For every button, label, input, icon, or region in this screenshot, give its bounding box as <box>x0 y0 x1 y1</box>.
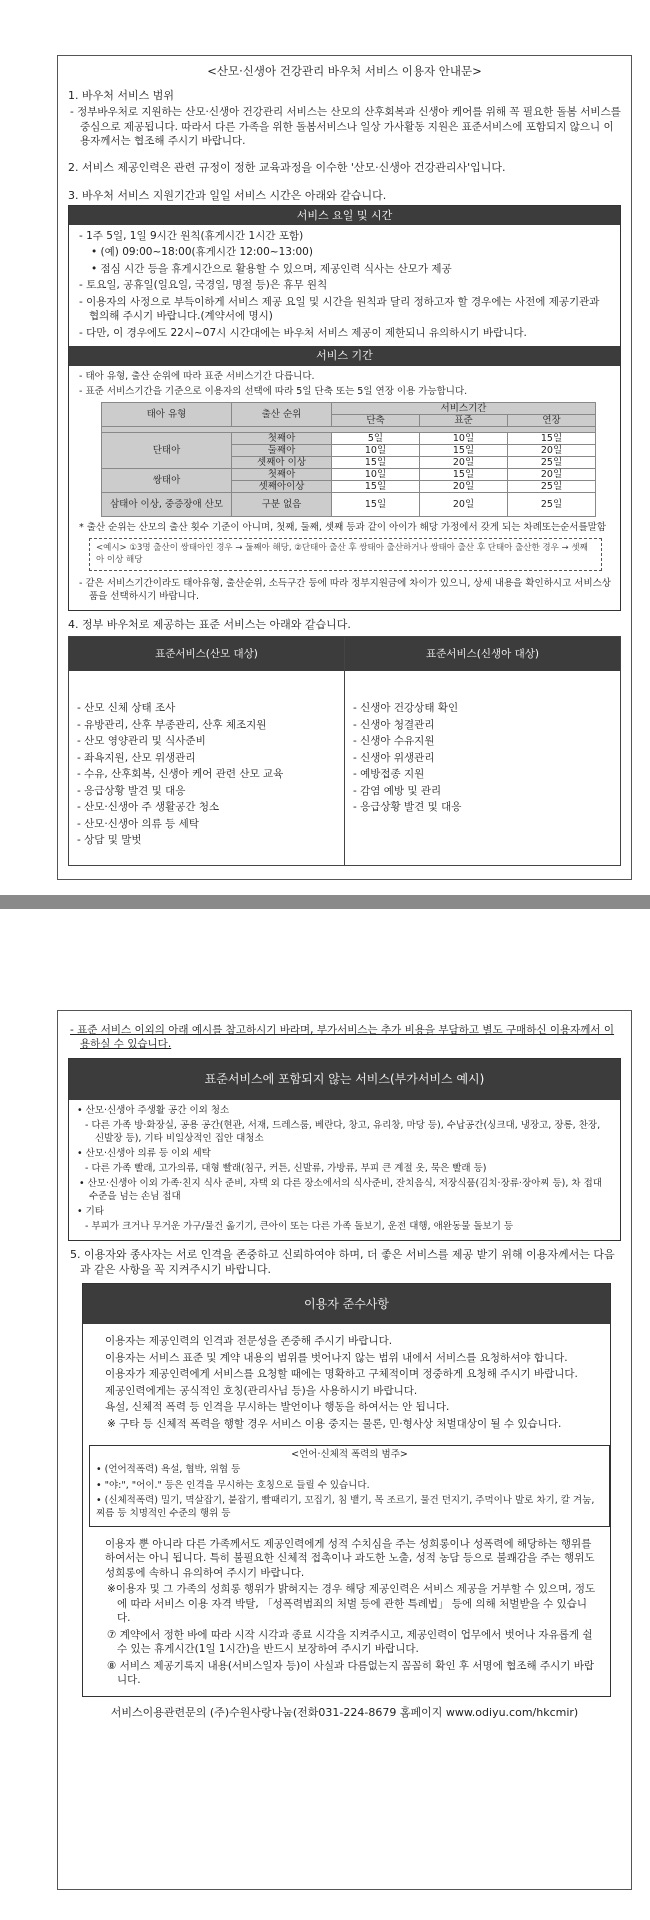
abuse-categories-box <box>89 1445 610 1527</box>
list-item: - 응급상황 발견 및 대응 <box>353 801 462 814</box>
extra-services-box <box>68 1058 621 1241</box>
table-cell: 15일 <box>508 432 596 444</box>
extra-item: • 산모·신생아 주생활 공간 이외 청소 <box>77 1104 230 1116</box>
rule-line: 제공인력에게는 공식적인 호칭(관리사님 등)을 사용하시기 바랍니다. <box>105 1384 418 1397</box>
list-item: - 신생아 위생관리 <box>353 751 435 764</box>
baby-services-heading: 표준서비스(신생아 대상) <box>345 637 620 671</box>
table-header: 출산 순위 <box>232 402 332 426</box>
abuse-item: • (언어적폭력) 욕설, 협박, 위협 등 <box>96 1464 241 1476</box>
example-box: <예시> ①3명 출산이 쌍태아인 경우 → 둘째아 해당, ②단태아 출산 후 쌍태아 출산하거나 쌍태아 출산 후 단태아 출산한 경우 → 셋째아 이상 해당 <box>89 538 602 571</box>
table-row <box>102 468 596 480</box>
table-cell: 25일 <box>508 480 596 492</box>
list-item: - 예방접종 지원 <box>353 768 425 781</box>
table-cell: 쌍태아 <box>102 468 232 492</box>
extra-service-intro: - 표준 서비스 이외의 아래 예시를 참고하시기 바라며, 부가서비스는 추가 비용을 부담하고 별도 구매하신 이용자께서 이용하실 수 있습니다. <box>70 1024 615 1051</box>
table-row <box>102 432 596 444</box>
table-cell: 구분 없음 <box>232 492 332 516</box>
schedule-box <box>68 205 621 611</box>
rule-line: ⑧ 서비스 제공기록지 내용(서비스일자 등)이 사실과 다름없는지 꼼꼼히 확인 후 서명에 협조해 주시기 바랍니다. <box>107 1659 594 1687</box>
list-item: - 응급상황 발견 및 대응 <box>77 784 186 797</box>
table-cell: 25일 <box>508 492 596 516</box>
list-item: - 감염 예방 및 관리 <box>353 784 442 797</box>
table-cell: 15일 <box>332 456 420 468</box>
table-header: 태아 유형 <box>102 402 232 426</box>
table-cell: 15일 <box>332 492 420 516</box>
table-cell: 10일 <box>332 444 420 456</box>
schedule-line: - 1주 5일, 1일 9시간 원칙(휴게시간 1시간 포함) <box>79 230 304 242</box>
list-item: - 수유, 산후회복, 신생아 케어 관련 산모 교육 <box>77 768 284 781</box>
user-rules-heading: 이용자 준수사항 <box>83 1284 610 1325</box>
list-item: - 신생아 수유지원 <box>353 735 435 748</box>
table-cell: 20일 <box>508 444 596 456</box>
table-cell: 25일 <box>508 456 596 468</box>
section-1-heading: 1. 바우처 서비스 범위 <box>68 88 174 102</box>
abuse-categories-heading: <언어·신체적 폭력의 범주> <box>291 1449 408 1461</box>
abuse-item: • (신체적폭력) 밀기, 멱살잡기, 붙잡기, 빰때리기, 꼬집기, 침 뱉기, 목 조르기, 물건 던지기, 주먹이나 발로 차기, 칼 겨눔, 찌름 등 치명적인 수준의 행위 등 <box>96 1494 595 1519</box>
table-header: 서비스기간 <box>332 402 596 414</box>
schedule-heading: 서비스 요일 및 시간 <box>69 206 620 225</box>
table-header: 표준 <box>420 414 508 426</box>
period-note: - 같은 서비스기간이라도 태아유형, 출산순위, 소득구간 등에 따라 정부지원금에 차이가 있으니, 상세 내용을 확인하시고 서비스상품을 선택하시기 바랍니다. <box>79 578 611 603</box>
table-header: 단축 <box>332 414 420 426</box>
rule-line: 이용자는 서비스 표준 및 계약 내용의 범위를 벗어나지 않는 범위 내에서 서비스를 요청하셔야 합니다. <box>105 1351 568 1364</box>
list-item: - 산모 신체 상태 조사 <box>77 702 176 715</box>
table-header: 연장 <box>508 414 596 426</box>
schedule-line: - 다만, 이 경우에도 22시~07시 시간대에는 바우처 서비스 제공이 제한되니 유의하시기 바랍니다. <box>79 326 527 339</box>
abuse-item: • "야:", "어이." 등은 인격을 무시하는 호칭으로 들릴 수 있습니다. <box>96 1479 370 1491</box>
schedule-line: • 점심 시간 등을 휴게시간으로 활용할 수 있으며, 제공인력 식사는 산모가 제공 <box>91 262 452 275</box>
table-cell: 셋째아 이상 <box>232 456 332 468</box>
service-period-table <box>101 402 596 517</box>
table-cell: 15일 <box>420 444 508 456</box>
baby-services-column <box>344 637 620 865</box>
table-cell: 20일 <box>508 468 596 480</box>
table-cell: 20일 <box>420 492 508 516</box>
table-cell: 둘째아 <box>232 444 332 456</box>
period-heading: 서비스 기간 <box>69 346 620 365</box>
table-cell: 20일 <box>420 456 508 468</box>
extra-item: • 기타 <box>77 1206 104 1218</box>
table-cell: 첫째아 <box>232 432 332 444</box>
table-cell: 10일 <box>332 468 420 480</box>
rule-line: 이용자는 제공인력의 인격과 전문성을 존중해 주시기 바랍니다. <box>105 1335 393 1348</box>
extra-services-heading: 표준서비스에 포함되지 않는 서비스(부가서비스 예시) <box>69 1059 620 1100</box>
table-cell: 첫째아 <box>232 468 332 480</box>
section-2-heading: 2. 서비스 제공인력은 관련 규정이 정한 교육과정을 이수한 '산모·신생아 건강관리사'입니다. <box>68 161 506 175</box>
list-item: - 산모 영양관리 및 식사준비 <box>77 735 206 748</box>
extra-item-detail: - 다른 가족 빨래, 고가의류, 대형 빨래(침구, 커튼, 신발류, 가방류, 부피 큰 계절 옷, 묵은 빨래 등) <box>85 1162 487 1174</box>
table-cell: 20일 <box>420 480 508 492</box>
rule-line: 욕설, 신체적 폭력 등 인격을 무시하는 발언이나 행동을 하여서는 안 됩니다. <box>105 1401 450 1414</box>
table-row <box>102 492 596 516</box>
rule-line: 이용자가 제공인력에게 서비스를 요청할 때에는 명확하고 구체적이며 정중하게 요청해 주시기 바랍니다. <box>105 1368 578 1381</box>
guide-page-2 <box>57 1010 632 1890</box>
period-note: - 태아 유형, 출산 순위에 따라 표준 서비스기간 다릅니다. <box>79 370 315 382</box>
table-cell: 10일 <box>420 432 508 444</box>
schedule-line: • (예) 09:00~18:00(휴게시간 12:00~13:00) <box>91 246 313 259</box>
extra-item: • 산모·신생아 이외 가족·친지 식사 준비, 자택 외 다른 장소에서의 식사준비, 잔치음식, 저장식품(김치·장류·장아찌 등), 차 접대 수준을 넘는 손님 접대 <box>79 1178 602 1203</box>
extra-item-detail: - 다른 가족 방·화장실, 공용 공간(현관, 서재, 드레스룸, 베란다, 창고, 유리창, 마당 등), 수납공간(싱크대, 냉장고, 장롱, 찬장, 신발장 등), 기타 비일상적인 집안 대청소 <box>85 1119 601 1144</box>
section-3-heading: 3. 바우처 서비스 지원기간과 일일 서비스 시간은 아래와 같습니다. <box>68 188 387 202</box>
rule-line: ⑦ 계약에서 정한 바에 따라 시작 시각과 종료 시각을 지켜주시고, 제공인력이 업무에서 벗어나 자유롭게 쉴 수 있는 휴게시간(1일 1시간)을 반드시 보장하여 주시기 바랍니다. <box>107 1628 593 1656</box>
table-cell: 15일 <box>420 468 508 480</box>
list-item: - 상담 및 말벗 <box>77 834 142 847</box>
mother-services-heading: 표준서비스(산모 대상) <box>69 637 344 671</box>
mother-services-column <box>69 637 344 865</box>
list-item: - 유방관리, 산후 부종관리, 산후 체조지원 <box>77 718 267 731</box>
section-4-heading: 4. 정부 바우처로 제공하는 표준 서비스는 아래와 같습니다. <box>68 617 351 631</box>
list-item: - 신생아 건강상태 확인 <box>353 702 459 715</box>
table-cell: 셋째아이상 <box>232 480 332 492</box>
list-item: - 신생아 청결관리 <box>353 718 435 731</box>
extra-item: • 산모·신생아 의류 등 이외 세탁 <box>77 1147 211 1159</box>
birth-order-note: * 출산 순위는 산모의 출산 횟수 기준이 아니며, 첫째, 둘째, 셋째 등과 같이 아이가 해당 가정에서 갖게 되는 차례또는순서를말함 <box>79 521 607 533</box>
table-cell: 단태아 <box>102 432 232 468</box>
guide-page-1 <box>57 55 632 880</box>
period-note: - 표준 서비스기간을 기준으로 이용자의 선택에 따라 5일 단축 또는 5일 연장 이용 가능합니다. <box>79 385 468 397</box>
page-title: <산모·신생아 건강관리 바우처 서비스 이용자 안내문> <box>207 64 482 78</box>
section-1-body: - 정부바우처로 지원하는 산모·신생아 건강관리 서비스는 산모의 산후회복과 신생아 케어를 위해 꼭 필요한 돌봄 서비스를 중심으로 제공됩니다. 따라서 다른 가족을 위한 돌봄서비스나 일상 가사활동 지원은 표준서비스에 포함되지 않으니 이용자께서는 협조해 주시기 바랍니다. <box>70 106 621 147</box>
list-item: - 좌욕지원, 산모 위생관리 <box>77 751 196 764</box>
list-item: - 산모·신생아 의류 등 세탁 <box>77 817 199 830</box>
extra-item-detail: - 부피가 크거나 무거운 가구/물건 옮기기, 큰아이 또는 다른 가족 돌보기, 운전 대행, 애완동물 돌보기 등 <box>85 1221 514 1233</box>
schedule-line: - 토요일, 공휴일(일요일, 국경일, 명절 등)은 휴무 원칙 <box>79 279 328 292</box>
rule-line: ※ 구타 등 신체적 폭력을 행할 경우 서비스 이용 중지는 물론, 민·형사상 처벌대상이 될 수 있습니다. <box>107 1417 562 1430</box>
contact-footer: 서비스이용관련문의 (주)수원사랑나눔(전화031-224-8679 홈페이지 www.odiyu.com/hkcmir) <box>110 1705 579 1719</box>
table-cell: 15일 <box>332 480 420 492</box>
schedule-line: - 이용자의 사정으로 부득이하게 서비스 제공 요일 및 시간을 원칙과 달리 정하고자 할 경우에는 사전에 제공기관과 협의해 주시기 바랍니다.(계약서에 명시) <box>79 295 600 323</box>
standard-services-table <box>68 636 621 866</box>
page-divider <box>0 895 650 909</box>
user-rules-box <box>82 1283 611 1697</box>
rule-line: ※이용자 및 그 가족의 성희롱 행위가 밝혀지는 경우 해당 제공인력은 서비스 제공을 거부할 수 있으며, 정도에 따라 서비스 이용 자격 박탈, 「성폭력범죄의 처벌 등에 관한 특례법」 등에 의해 처벌받을 수 있습니다. <box>107 1583 596 1625</box>
rule-line: 이용자 뿐 아니라 다른 가족께서도 제공인력에게 성적 수치심을 주는 성희롱이나 성폭력에 해당하는 행위를 하여서는 아니 됩니다. 특히 불필요한 신체적 접촉이나 과도한 노출, 성적 농담 등으로 불쾌감을 주는 행위도 성희롱에 속하니 유의하여 주시기 바랍니다. <box>105 1537 595 1579</box>
table-cell: 5일 <box>332 432 420 444</box>
table-cell: 삼태아 이상, 중증장애 산모 <box>102 492 232 516</box>
list-item: - 산모·신생아 주 생활공간 청소 <box>77 801 220 814</box>
section-5-heading: 5. 이용자와 종사자는 서로 인격을 존중하고 신뢰하여야 하며, 더 좋은 서비스를 제공 받기 위해 이용자께서는 다음과 같은 사항을 꼭 지켜주시기 바랍니다. <box>70 1247 615 1276</box>
